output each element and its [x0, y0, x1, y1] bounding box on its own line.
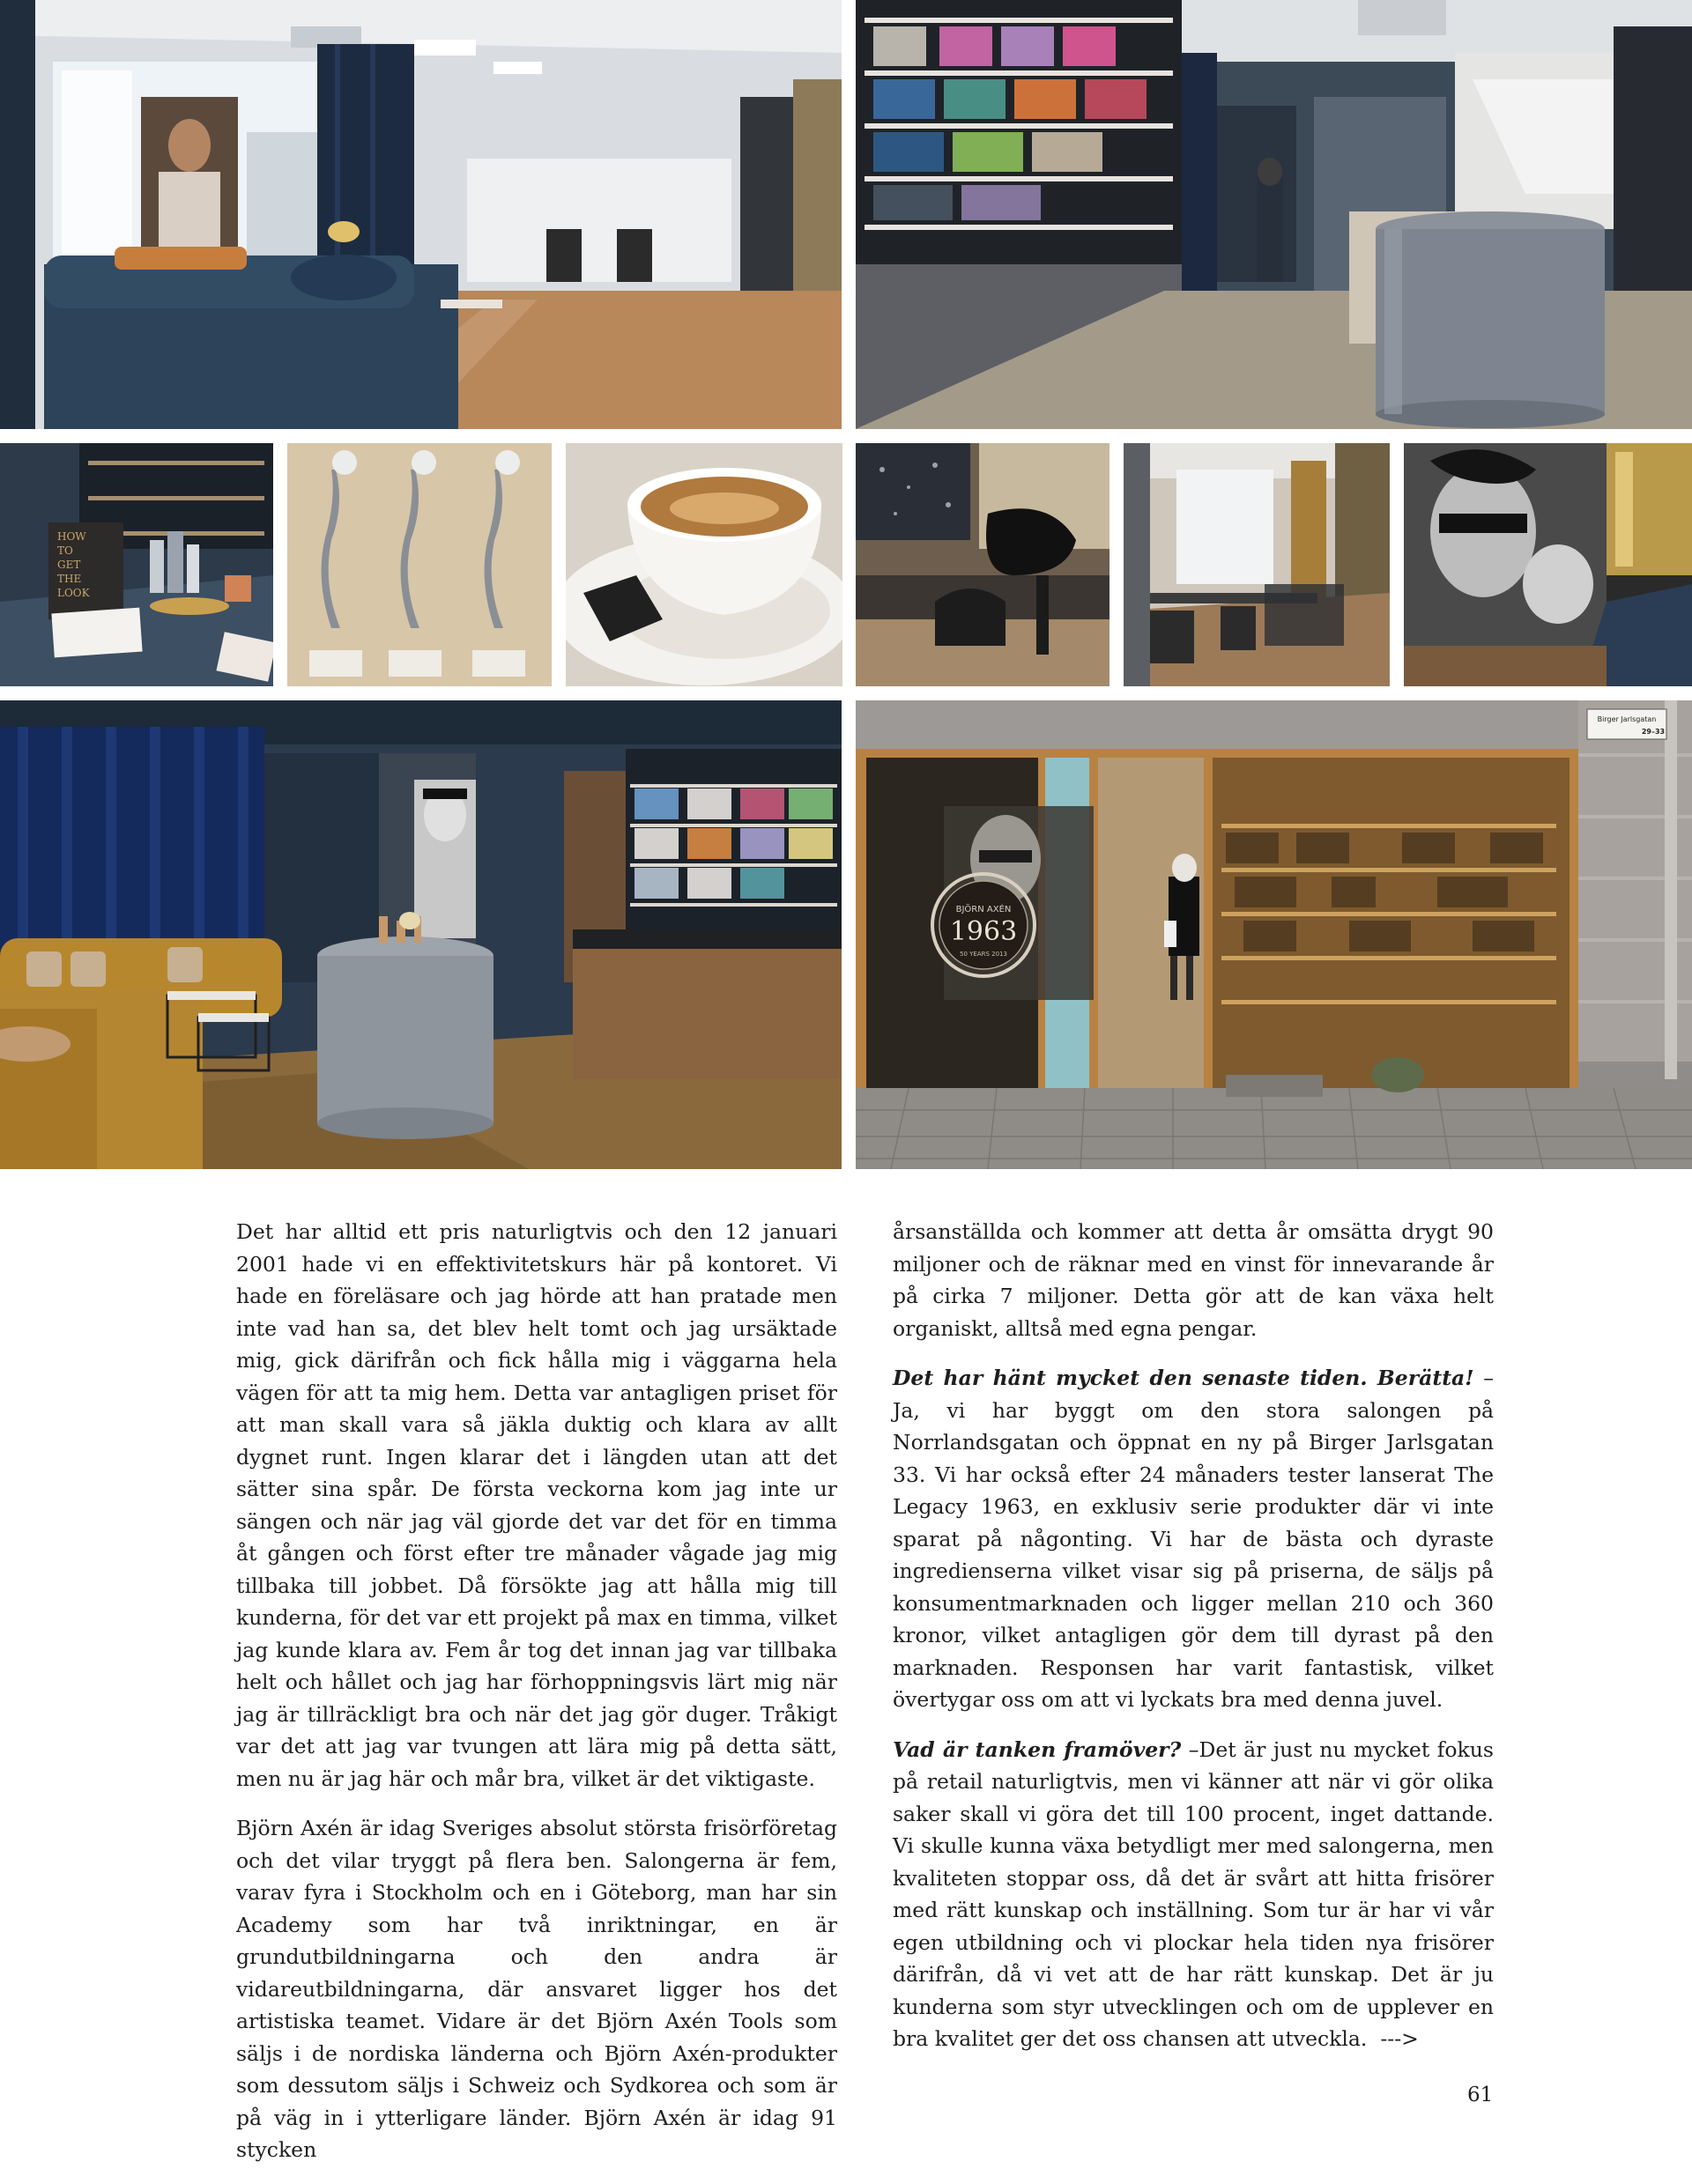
- paragraph: Björn Axén är idag Sveriges absolut största frisörföretag och det vilar tryggt på flera ben. Salongerna är fem, varav fyra i Stockholm och en i Göteborg, man har sin Academy som har två inriktningar, en är grundutbildningarna och den andra är vidareutbildningarna, där ansvaret ligger hos det artistiska teamet. Vidare är det Björn Axén Tools som säljs i de nordiska länderna och Björn Axén-produkter som dessutom säljs i Schweiz och Sydkorea och som är på väg in i ytterligare länder. Björn Axén är idag 91 stycken: [236, 1816, 837, 2162]
- photo-storefront: [856, 700, 1692, 1169]
- window-brand: BJÖRN AXÉN: [955, 905, 1012, 914]
- photo-wash-station: [856, 443, 1109, 686]
- photo-shelves-reception: [856, 0, 1692, 429]
- interview-answer: –Ja, vi har byggt om den stora salongen på Norrlandsgatan och öppnat en ny på Birger Jarlsgatan 33. Vi har också efter 24 månaders tester lanserat The Legacy 1963, en exklusiv serie produkter där vi inte sparat på någonting. Vi har de bästa och dyraste ingredienserna vilket visar sig på priserna, de säljs på konsumentmarknaden och ligger mellan 210 och 360 kronor, vilket antagligen gör dem till dyrast på den marknaden. Responsen har varit fantastisk, vilket övertygar oss om att vi lyckats bra med denna juvel.: [893, 1366, 1494, 1712]
- photo-product-display: [0, 443, 273, 686]
- paragraph: Det har alltid ett pris naturligtvis och den 12 januari 2001 hade vi en effektivitetskurs här på kontoret. Vi hade en föreläsare och jag hörde att han pratade men inte vad han sa, det blev helt tomt och jag ursäktade mig, gick därifrån och fick hålla mig i väggarna hela vägen för att ta mig hem. Detta var antagligen priset för att man skall vara så jäkla duktig och klara av allt dygnet runt. Ingen klarar det i längden utan att det sätter sina spår. De första veckorna kom jag inte ur sängen och när jag väl gjorde det var det för en timma åt gången och först efter tre månader vågade jag mig tillbaka till jobbet. Då försökte jag att hålla mig till kunderna, för det var ett projekt på max en timma, vilket jag kunde klara av. Fem år tog det innan jag var tillbaka helt och hållet och jag har förhoppningsvis lärt mig när jag är tillräckligt bra och när det jag gör duger. Tråkigt var det att jag var tvungen att lära mig på detta sätt, men nu är jag här och mår bra, vilket är det viktigaste.: [236, 1219, 837, 1791]
- window-year: 1963: [949, 916, 1018, 947]
- book-line-5: LOOK: [57, 587, 90, 599]
- interview-question: Det har hänt mycket den senaste tiden. Berätta!: [893, 1366, 1474, 1390]
- photo-trophies: [287, 443, 552, 686]
- street-number: 29–33: [1641, 728, 1666, 736]
- book-line-1: HOW: [57, 530, 86, 543]
- paragraph: [893, 1362, 1494, 1716]
- book-line-3: GET: [57, 559, 81, 571]
- photo-salon-interior: [1124, 443, 1390, 686]
- interview-answer: –Det är just nu mycket fokus på retail naturligtvis, men vi känner att när vi gör olika saker skall vi göra det till 100 procent, inget dattande. Vi skulle kunna växa betydligt mer med salongerna, men kvaliteten stoppar oss, då det är svårt att hitta frisörer med rätt kunskap och inställning. Som tur är har vi vår egen utbildning och vi plockar hela tiden nya frisörer därifrån, då vi vet att de har rätt kunskap. Det är ju kunderna som styr utvecklingen och om de upplever en bra kvalitet ger det oss chansen att utveckla.: [893, 1736, 1494, 2051]
- window-sub: 50 YEARS 2013: [960, 951, 1007, 958]
- interview-question: Vad är tanken framöver?: [893, 1736, 1182, 1762]
- page-number: 61: [1467, 2084, 1494, 2106]
- photo-portrait-mural: [1404, 443, 1692, 686]
- paragraph: [893, 1734, 1494, 2055]
- article-column-right: [893, 1216, 1494, 2073]
- street-sign: Birger Jarlsgatan: [1597, 715, 1657, 723]
- article-column-left: [236, 1216, 837, 2184]
- book-line-2: TO: [57, 544, 73, 557]
- continue-arrow: --->: [1380, 2026, 1419, 2051]
- photo-lounge-yellow-sofa: [0, 700, 842, 1169]
- paragraph: årsanställda och kommer att detta år omsätta drygt 90 miljoner och de räknar med en vinst för innevarande år på cirka 7 miljoner. Detta gör att de kan växa helt organiskt, alltså med egna pengar.: [893, 1219, 1494, 1341]
- photo-lounge-blue-sofa: [0, 0, 842, 429]
- photo-coffee-cup: [566, 443, 842, 686]
- book-line-4: THE: [57, 573, 82, 585]
